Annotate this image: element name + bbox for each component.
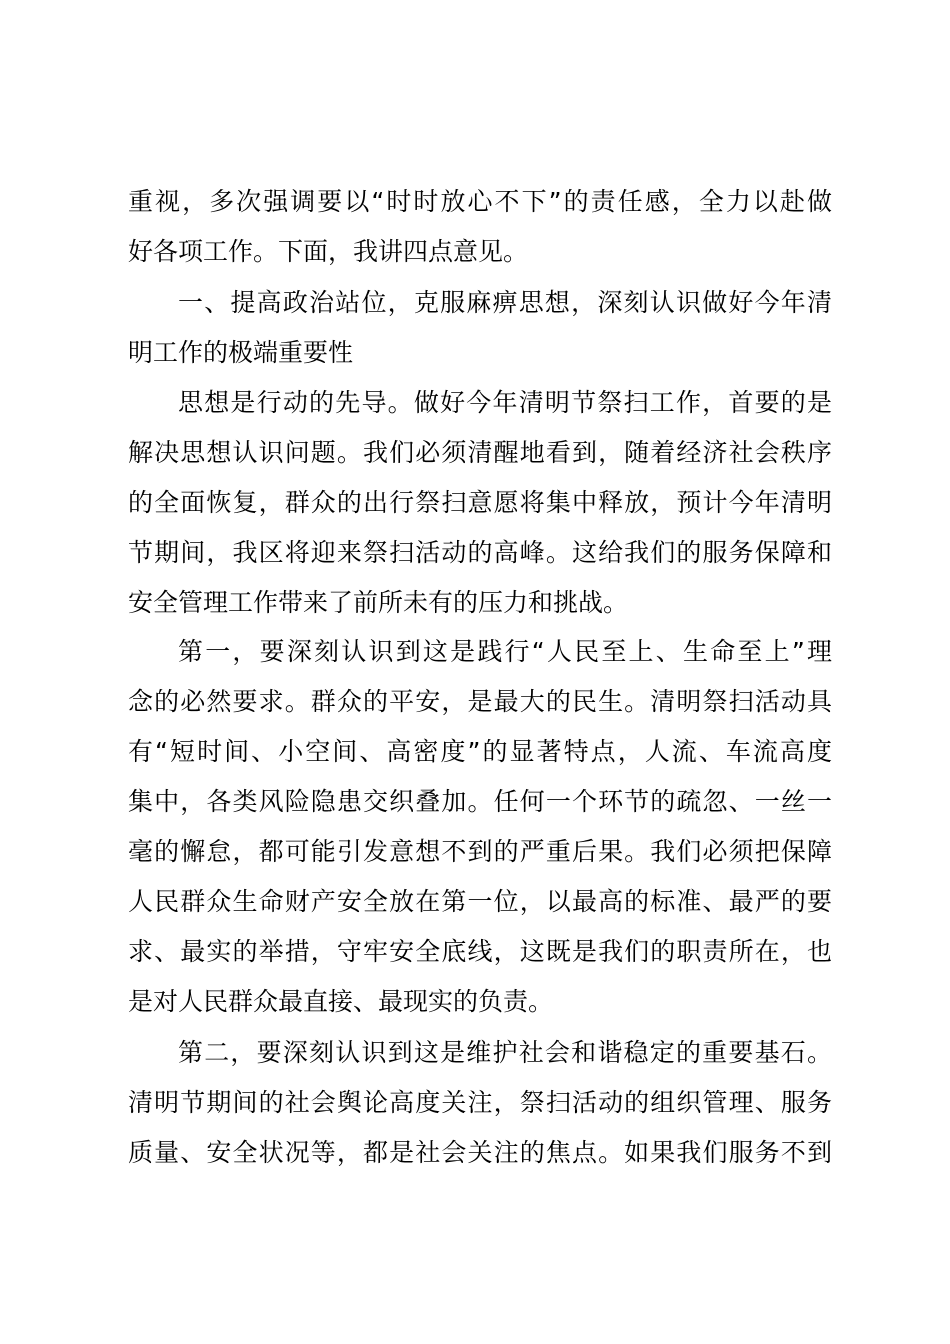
text-line-paragraph-4: 毫的懈怠，都可能引发意想不到的严重后果。我们必须把保障 (128, 837, 832, 866)
text-line-paragraph-3: 的全面恢复，群众的出行祭扫意愿将集中释放，预计今年清明 (128, 488, 832, 517)
text-line-paragraph-1: 重视，多次强调要以“时时放心不下”的责任感，全力以赴做 (128, 187, 832, 216)
text-line-paragraph-4: 求、最实的举措，守牢安全底线，这既是我们的职责所在，也 (128, 937, 832, 966)
section-heading-line-2: 明工作的极端重要性 (128, 338, 354, 367)
text-line-paragraph-5: 第二，要深刻认识到这是维护社会和谐稳定的重要基石。 (178, 1038, 832, 1067)
text-line-paragraph-1-end: 好各项工作。下面，我讲四点意见。 (128, 237, 529, 266)
text-line-paragraph-4: 念的必然要求。群众的平安，是最大的民生。清明祭扫活动具 (128, 687, 832, 716)
text-line-paragraph-4: 第一，要深刻认识到这是践行“人民至上、生命至上”理 (178, 637, 832, 666)
text-line-paragraph-4: 集中，各类风险隐患交织叠加。任何一个环节的疏忽、一丝一 (128, 787, 832, 816)
text-line-paragraph-5: 清明节期间的社会舆论高度关注，祭扫活动的组织管理、服务 (128, 1088, 832, 1117)
text-line-paragraph-4: 有“短时间、小空间、高密度”的显著特点，人流、车流高度 (128, 737, 832, 766)
text-line-paragraph-4: 人民群众生命财产安全放在第一位，以最高的标准、最严的要 (128, 887, 832, 916)
text-line-paragraph-3: 解决思想认识问题。我们必须清醒地看到，随着经济社会秩序 (128, 438, 832, 467)
section-heading-line-1: 一、提高政治站位，克服麻痹思想，深刻认识做好今年清 (178, 288, 832, 317)
text-line-paragraph-3: 思想是行动的先导。做好今年清明节祭扫工作，首要的是 (178, 388, 832, 417)
text-line-paragraph-3: 节期间，我区将迎来祭扫活动的高峰。这给我们的服务保障和 (128, 538, 832, 567)
text-line-paragraph-4-end: 是对人民群众最直接、最现实的负责。 (128, 987, 554, 1016)
text-line-paragraph-3-end: 安全管理工作带来了前所未有的压力和挑战。 (128, 588, 629, 617)
text-line-paragraph-5: 质量、安全状况等，都是社会关注的焦点。如果我们服务不到 (128, 1138, 832, 1167)
